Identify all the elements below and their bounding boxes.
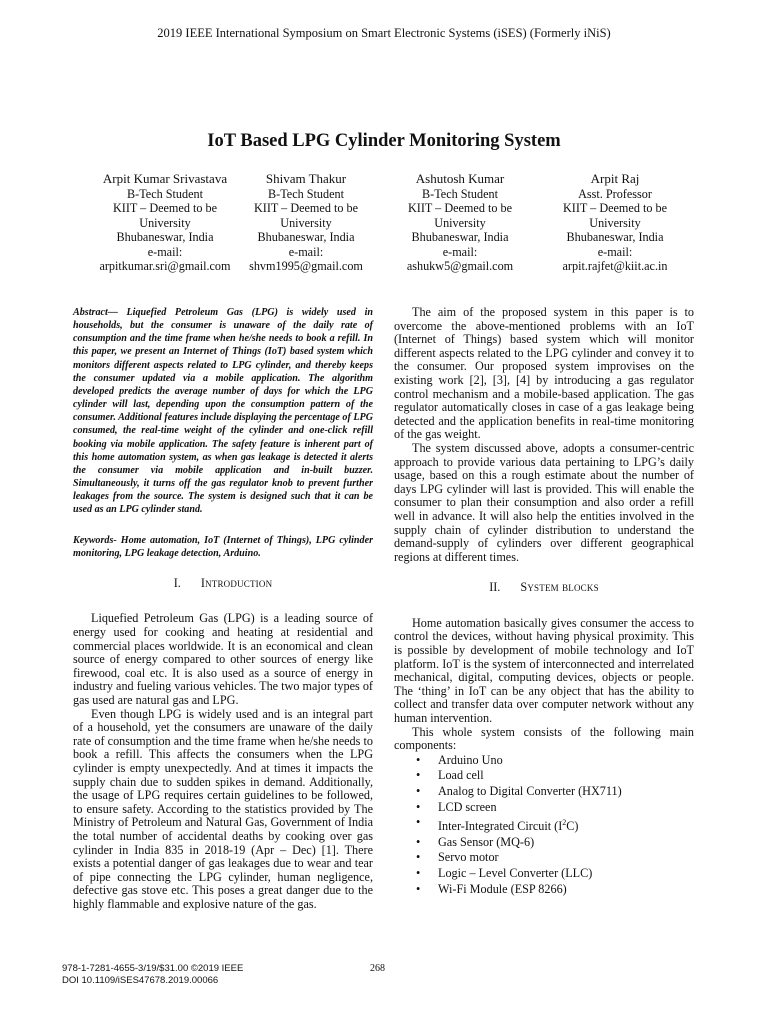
components-intro: This whole system consists of the following main components: [394,724,694,753]
author-affiliation: University [139,215,191,230]
author-email: arpit.rajfet@kiit.ac.in [562,259,668,274]
abstract: Abstract— Liquefied Petroleum Gas (LPG) is widely used in households, but the consumer is unaware of the daily rate of consumption and the time frame when he/she needs to book a refill. In this paper, we present an Internet of Things (IoT) based system which monitors different aspects related to LPG cylinder, and thereby keeps the consumer updated via a mobile application. The algorithm developed predicts the average number of days for which the LPG cylinder will last, depending upon the consumption pattern of the consumer. Additional features include displaying the percentage of LPG consumed, the real-time weight of the cylinder and one-click refill booking via mobile application. The safety feature is inherent part of this home automation system, as when gas leakage is detected it alerts the consumer via mobile application and in-built buzzer. Simultaneously, it turns off the gas regulator knob to prevent further leakages from the source. The system is designed such that it can be used as an LPG cylinder stand. [73,307,373,516]
footer-copyright [62,963,243,987]
list-item-label: Logic – Level Converter (LLC) [438,866,593,881]
author-role: Asst. Professor [578,186,652,201]
list-item [416,800,694,816]
list-item-label-tail: C) [566,819,579,834]
author-role: B-Tech Student [127,186,203,201]
intro-paragraph: Even though LPG is widely used and is an integral part of a household, yet the consumers are unaware of the daily rate of consumption and the time frame when he/she needs to book a refill. This affects the consumers when the LPG cylinder is empty unexpectedly. And at times it impacts the supply chain due to sudden spikes in demand. Additionally, the usage of LPG requires certain guidelines to be followed, to ensure safety. According to the statistics provided by The Ministry of Petroleum and Natural Gas, Government of India the total number of accidental deaths by cooking over gas cylinder in India 835 in 2018-19 (Apr – Dec) [1]. There exists a potential danger of gas leakages due to wear and tear of pipe connecting the LPG cylinder, human negligence, defective gas stove etc. This poses a great danger due to the highly flammable and explosive nature of the gas. [73,706,373,911]
author-email: arpitkumar.sri@gmail.com [99,259,231,274]
list-item-label: Analog to Digital Converter (HX711) [438,784,622,798]
author-4 [530,171,700,274]
author-city: Bhubaneswar, India [257,230,355,245]
author-role: B-Tech Student [268,186,344,201]
footer-isbn: 978-1-7281-4655-3/19/$31.00 ©2019 IEEE [62,963,244,974]
author-email: ashukw5@gmail.com [406,259,514,274]
list-item [416,784,694,800]
section-number: I. [173,575,181,590]
author-name: Arpit Kumar Srivastava [102,171,228,186]
conference-header: 2019 IEEE International Symposium on Smart Electronic Systems (iSES) (Formerly iNiS) [157,26,611,40]
bullet-icon: • [416,850,421,865]
aim-paragraph: The aim of the proposed system in this paper is to overcome the above-mentioned problems with an IoT (Internet of Things) based system which will monitor different aspects related to the LPG cylinder and convey it to the consumer. Our proposed system improvises on the existing work [2], [3], [4] by introducing a gas regulator control mechanism and a mobile-based application. The gas regulator automatically closes in case of a gas leakage being detected and the application benefits in real-time monitoring of the gas weight. [394,305,694,442]
system-paragraph: The system discussed above, adopts a consumer-centric approach to provide various data pertaining to LPG’s daily usage, based on this a rough estimate about the number of days LPG cylinder will last is provided. This will enable the consumer to plan their consumption and also order a refill well in advance. It will also help the entities involved in the supply chain of cylinder distribution to understand the demand-supply of cylinders over different geographical regions at different times. [394,440,694,564]
bullet-icon: • [416,866,421,881]
superscript: 2 [562,818,567,828]
author-email-label: e-mail: [147,244,183,259]
section-title: System blocks [520,580,599,595]
system-blocks-paragraph: Home automation basically gives consumer the access to control the devices, without having physical proximity. This is possible by development of mobile technology and IoT platform. IoT is the system of interconnected and interrelated mechanical, digital, computing devices, objects or people. The ‘thing’ in IoT can be any object that has the ability to collect and transfer data over computer network without any human intervention. [394,615,694,726]
list-item [416,850,694,866]
paper-title: IoT Based LPG Cylinder Monitoring System [207,131,561,151]
author-affiliation: KIIT – Deemed to be [407,201,512,216]
author-email-label: e-mail: [288,244,324,259]
bullet-icon: • [416,834,421,849]
author-2 [221,171,391,274]
author-city: Bhubaneswar, India [566,230,664,245]
components-list [394,753,694,897]
author-affiliation: KIIT – Deemed to be [253,201,358,216]
author-city: Bhubaneswar, India [116,230,214,245]
list-item [416,866,694,882]
author-3 [375,171,545,274]
page-number: 268 [370,963,385,974]
bullet-icon: • [416,768,421,783]
list-item-label: Wi-Fi Module (ESP 8266) [438,881,567,896]
author-affiliation: KIIT – Deemed to be [112,201,217,216]
author-name: Shivam Thakur [265,171,347,186]
bullet-icon: • [416,752,421,767]
author-email-label: e-mail: [442,244,478,259]
section-heading-introduction [73,577,373,591]
intro-paragraph: Liquefied Petroleum Gas (LPG) is a leading source of energy used for cooking and heating at residential and commercial places worldwide. It is an economical and clean source of energy compared to other sources of energy like firewood, coal etc. It is also used as a source of energy in industry and fueling various vehicles. The two major types of gas used are natural gas and LPG. [73,611,373,707]
section-heading-system-blocks [394,581,694,595]
list-item-label: Servo motor [438,850,499,865]
section-number: II. [489,580,501,595]
bullet-icon: • [416,799,421,814]
footer-doi: DOI 10.1109/iSES47678.2019.00066 [62,975,219,986]
section-title: Introduction [200,575,273,590]
author-city: Bhubaneswar, India [411,230,509,245]
author-name: Ashutosh Kumar [415,171,505,186]
right-column [394,306,694,897]
author-name: Arpit Raj [590,171,640,186]
author-email: shvm1995@gmail.com [249,259,363,274]
left-column [73,306,373,911]
bullet-icon: • [416,815,421,830]
list-item-label: Inter-Integrated Circuit (I [438,819,563,834]
list-item [416,815,694,835]
author-affiliation: University [280,215,332,230]
list-item [416,835,694,851]
author-affiliation: KIIT – Deemed to be [562,201,667,216]
author-block [0,171,768,281]
author-affiliation: University [589,215,641,230]
list-item-label: Load cell [438,768,484,783]
keywords: Keywords- Home automation, IoT (Internet of Things), LPG cylinder monitoring, LPG leakage detection, Arduino. [73,534,373,559]
list-item-label: Gas Sensor (MQ-6) [438,834,535,849]
author-affiliation: University [434,215,486,230]
list-item-label: Arduino Uno [438,752,503,767]
list-item [416,882,694,898]
list-item [416,768,694,784]
bullet-icon: • [416,881,421,896]
bullet-icon: • [416,784,421,798]
author-role: B-Tech Student [422,186,498,201]
list-item-label: LCD screen [438,799,497,814]
author-email-label: e-mail: [597,244,633,259]
list-item [416,753,694,769]
